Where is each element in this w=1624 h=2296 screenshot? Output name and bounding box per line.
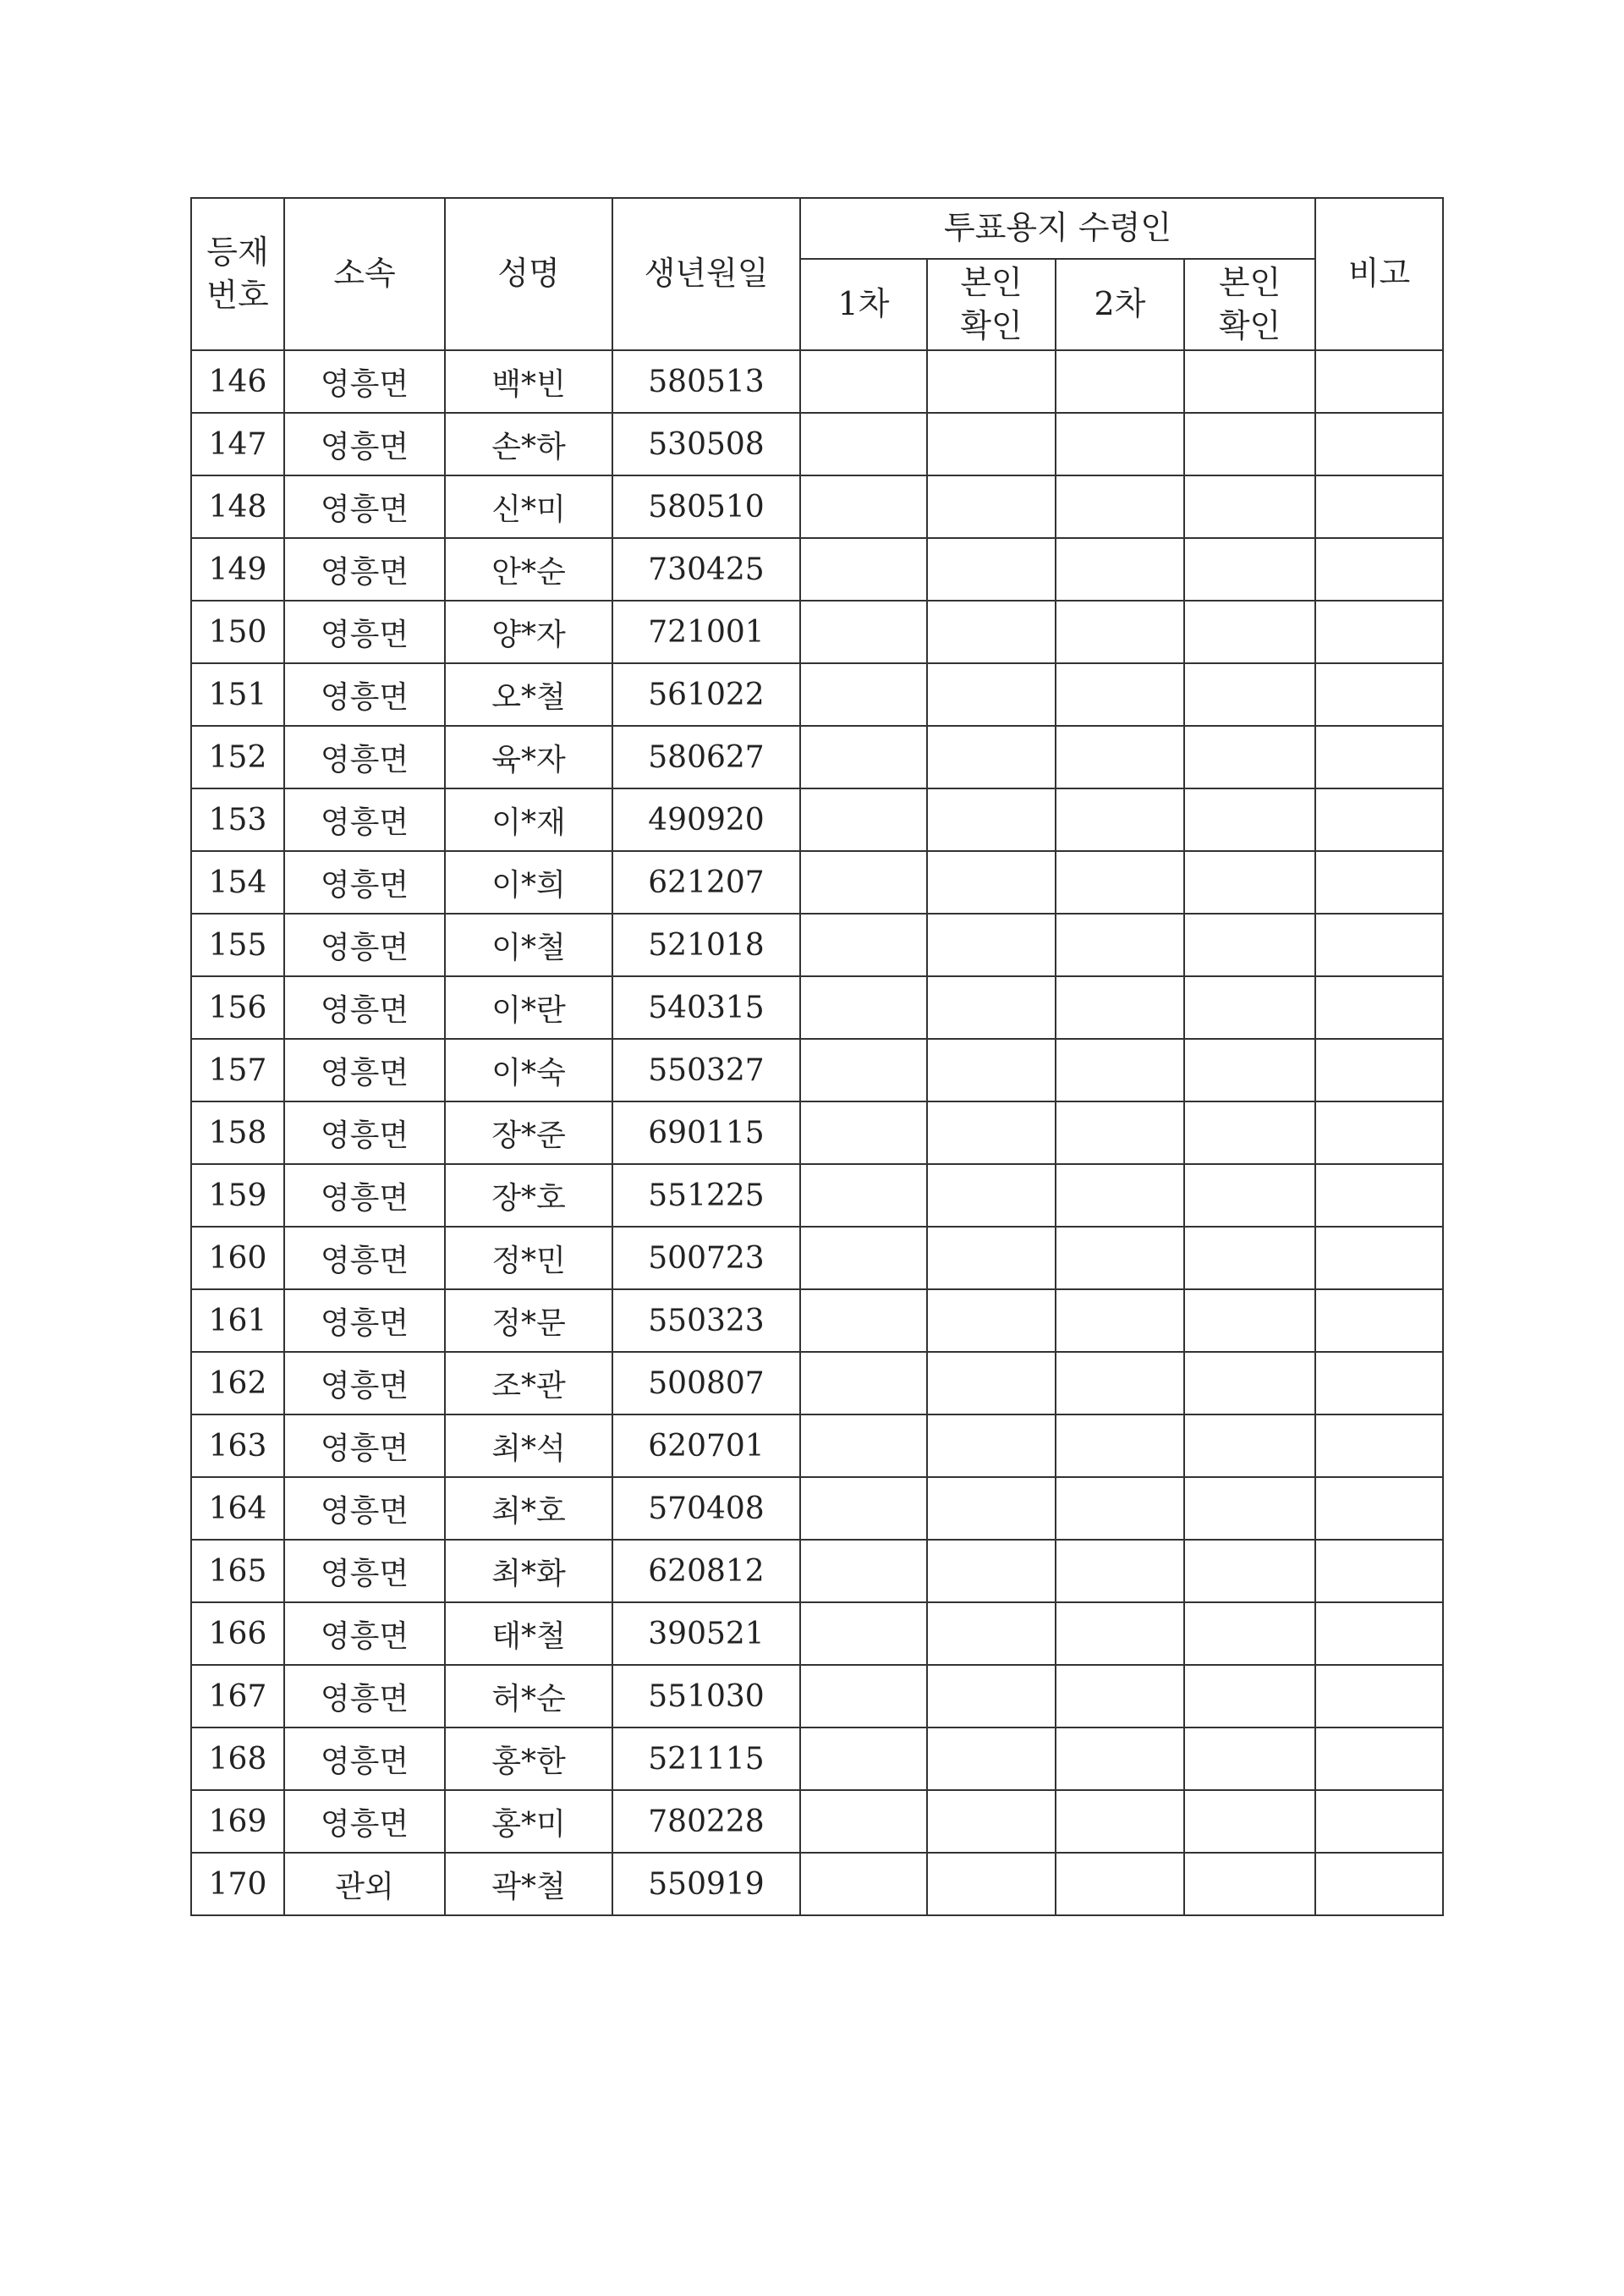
cell-first xyxy=(800,1602,927,1665)
cell-id-check-2 xyxy=(1184,1853,1315,1915)
table-row xyxy=(191,601,1443,663)
cell-affiliation: 영흥면 xyxy=(284,914,445,976)
cell-id-check-1 xyxy=(927,663,1056,726)
cell-id-check-1 xyxy=(927,1790,1056,1853)
cell-first xyxy=(800,976,927,1039)
cell-id-check-1 xyxy=(927,1352,1056,1414)
cell-name: 최*화 xyxy=(445,1540,612,1602)
header-second: 2차 xyxy=(1056,259,1184,350)
cell-reg-no: 164 xyxy=(191,1477,284,1540)
cell-birth-date: 550323 xyxy=(612,1289,800,1352)
cell-remarks xyxy=(1315,1665,1443,1727)
cell-reg-no: 169 xyxy=(191,1790,284,1853)
cell-second xyxy=(1056,1665,1184,1727)
cell-id-check-2 xyxy=(1184,538,1315,601)
cell-second xyxy=(1056,1414,1184,1477)
cell-affiliation: 영흥면 xyxy=(284,1164,445,1227)
table-row xyxy=(191,1352,1443,1414)
cell-reg-no: 148 xyxy=(191,475,284,538)
cell-reg-no: 161 xyxy=(191,1289,284,1352)
cell-affiliation: 영흥면 xyxy=(284,1352,445,1414)
voter-register-table xyxy=(190,197,1444,1916)
cell-reg-no: 165 xyxy=(191,1540,284,1602)
cell-affiliation: 영흥면 xyxy=(284,350,445,413)
cell-remarks xyxy=(1315,1477,1443,1540)
header-remarks: 비고 xyxy=(1315,198,1443,350)
cell-id-check-1 xyxy=(927,475,1056,538)
table-body xyxy=(191,350,1443,1915)
table-row xyxy=(191,1164,1443,1227)
cell-id-check-2 xyxy=(1184,350,1315,413)
cell-birth-date: 390521 xyxy=(612,1602,800,1665)
cell-remarks xyxy=(1315,1414,1443,1477)
cell-first xyxy=(800,1414,927,1477)
table-row xyxy=(191,1790,1443,1853)
cell-birth-date: 621207 xyxy=(612,851,800,914)
cell-id-check-2 xyxy=(1184,976,1315,1039)
cell-id-check-1 xyxy=(927,1414,1056,1477)
cell-id-check-2 xyxy=(1184,663,1315,726)
cell-remarks xyxy=(1315,851,1443,914)
cell-id-check-2 xyxy=(1184,1602,1315,1665)
cell-first xyxy=(800,1790,927,1853)
cell-birth-date: 521018 xyxy=(612,914,800,976)
cell-birth-date: 721001 xyxy=(612,601,800,663)
cell-second xyxy=(1056,1790,1184,1853)
cell-reg-no: 153 xyxy=(191,788,284,851)
cell-id-check-2 xyxy=(1184,1414,1315,1477)
cell-second xyxy=(1056,1853,1184,1915)
cell-affiliation: 영흥면 xyxy=(284,1101,445,1164)
cell-second xyxy=(1056,851,1184,914)
cell-second xyxy=(1056,1289,1184,1352)
cell-first xyxy=(800,1853,927,1915)
cell-name: 태*철 xyxy=(445,1602,612,1665)
cell-first xyxy=(800,726,927,788)
cell-birth-date: 580627 xyxy=(612,726,800,788)
cell-second xyxy=(1056,663,1184,726)
cell-reg-no: 158 xyxy=(191,1101,284,1164)
cell-reg-no: 167 xyxy=(191,1665,284,1727)
table-row xyxy=(191,1477,1443,1540)
cell-reg-no: 157 xyxy=(191,1039,284,1101)
cell-affiliation: 영흥면 xyxy=(284,1477,445,1540)
cell-remarks xyxy=(1315,1164,1443,1227)
cell-affiliation: 영흥면 xyxy=(284,1602,445,1665)
cell-id-check-1 xyxy=(927,1164,1056,1227)
header-name: 성명 xyxy=(445,198,612,350)
cell-reg-no: 162 xyxy=(191,1352,284,1414)
cell-first xyxy=(800,1164,927,1227)
table-row xyxy=(191,851,1443,914)
cell-name: 손*하 xyxy=(445,413,612,475)
header-affiliation: 소속 xyxy=(284,198,445,350)
cell-birth-date: 550919 xyxy=(612,1853,800,1915)
cell-affiliation: 영흥면 xyxy=(284,1414,445,1477)
cell-affiliation: 영흥면 xyxy=(284,413,445,475)
table-row xyxy=(191,1665,1443,1727)
cell-reg-no: 147 xyxy=(191,413,284,475)
cell-id-check-2 xyxy=(1184,1352,1315,1414)
cell-id-check-2 xyxy=(1184,1227,1315,1289)
cell-affiliation: 영흥면 xyxy=(284,851,445,914)
table-row xyxy=(191,1414,1443,1477)
cell-reg-no: 170 xyxy=(191,1853,284,1915)
cell-affiliation: 영흥면 xyxy=(284,601,445,663)
cell-birth-date: 500723 xyxy=(612,1227,800,1289)
cell-affiliation: 영흥면 xyxy=(284,788,445,851)
cell-remarks xyxy=(1315,1101,1443,1164)
cell-id-check-2 xyxy=(1184,1665,1315,1727)
table-row xyxy=(191,914,1443,976)
cell-affiliation: 영흥면 xyxy=(284,1665,445,1727)
cell-second xyxy=(1056,726,1184,788)
cell-id-check-1 xyxy=(927,914,1056,976)
cell-affiliation: 영흥면 xyxy=(284,726,445,788)
cell-second xyxy=(1056,601,1184,663)
table-row xyxy=(191,1289,1443,1352)
cell-remarks xyxy=(1315,1727,1443,1790)
cell-name: 홍*미 xyxy=(445,1790,612,1853)
cell-id-check-2 xyxy=(1184,475,1315,538)
cell-birth-date: 490920 xyxy=(612,788,800,851)
cell-remarks xyxy=(1315,1289,1443,1352)
cell-reg-no: 154 xyxy=(191,851,284,914)
cell-name: 정*문 xyxy=(445,1289,612,1352)
cell-id-check-1 xyxy=(927,726,1056,788)
cell-id-check-1 xyxy=(927,601,1056,663)
cell-reg-no: 155 xyxy=(191,914,284,976)
cell-name: 이*희 xyxy=(445,851,612,914)
cell-remarks xyxy=(1315,1853,1443,1915)
cell-first xyxy=(800,1101,927,1164)
header-ballot-receipt: 투표용지 수령인 xyxy=(800,198,1315,259)
cell-remarks xyxy=(1315,350,1443,413)
cell-birth-date: 530508 xyxy=(612,413,800,475)
cell-second xyxy=(1056,1101,1184,1164)
cell-first xyxy=(800,914,927,976)
cell-id-check-1 xyxy=(927,1289,1056,1352)
cell-affiliation: 영흥면 xyxy=(284,663,445,726)
table-row xyxy=(191,726,1443,788)
cell-second xyxy=(1056,1352,1184,1414)
cell-affiliation: 영흥면 xyxy=(284,538,445,601)
cell-affiliation: 영흥면 xyxy=(284,1540,445,1602)
cell-reg-no: 150 xyxy=(191,601,284,663)
cell-birth-date: 780228 xyxy=(612,1790,800,1853)
cell-reg-no: 166 xyxy=(191,1602,284,1665)
cell-first xyxy=(800,350,927,413)
cell-id-check-1 xyxy=(927,788,1056,851)
cell-name: 홍*한 xyxy=(445,1727,612,1790)
cell-id-check-2 xyxy=(1184,1727,1315,1790)
cell-name: 신*미 xyxy=(445,475,612,538)
cell-affiliation: 영흥면 xyxy=(284,1289,445,1352)
cell-birth-date: 540315 xyxy=(612,976,800,1039)
header-first: 1차 xyxy=(800,259,927,350)
cell-id-check-1 xyxy=(927,1227,1056,1289)
cell-name: 이*란 xyxy=(445,976,612,1039)
cell-reg-no: 151 xyxy=(191,663,284,726)
cell-first xyxy=(800,1352,927,1414)
cell-birth-date: 551030 xyxy=(612,1665,800,1727)
cell-second xyxy=(1056,350,1184,413)
table-row xyxy=(191,1540,1443,1602)
cell-id-check-1 xyxy=(927,1727,1056,1790)
cell-name: 허*순 xyxy=(445,1665,612,1727)
table-row xyxy=(191,538,1443,601)
cell-id-check-1 xyxy=(927,350,1056,413)
table-row xyxy=(191,350,1443,413)
cell-second xyxy=(1056,1602,1184,1665)
cell-second xyxy=(1056,788,1184,851)
cell-remarks xyxy=(1315,1790,1443,1853)
cell-first xyxy=(800,1289,927,1352)
cell-reg-no: 160 xyxy=(191,1227,284,1289)
cell-name: 최*호 xyxy=(445,1477,612,1540)
cell-birth-date: 500807 xyxy=(612,1352,800,1414)
cell-name: 이*숙 xyxy=(445,1039,612,1101)
cell-affiliation: 관외 xyxy=(284,1853,445,1915)
cell-first xyxy=(800,413,927,475)
cell-remarks xyxy=(1315,914,1443,976)
cell-reg-no: 146 xyxy=(191,350,284,413)
cell-second xyxy=(1056,1039,1184,1101)
cell-remarks xyxy=(1315,538,1443,601)
cell-id-check-2 xyxy=(1184,1540,1315,1602)
cell-name: 이*재 xyxy=(445,788,612,851)
cell-remarks xyxy=(1315,1540,1443,1602)
cell-id-check-1 xyxy=(927,1665,1056,1727)
cell-name: 양*자 xyxy=(445,601,612,663)
cell-first xyxy=(800,663,927,726)
cell-name: 백*빈 xyxy=(445,350,612,413)
cell-id-check-2 xyxy=(1184,413,1315,475)
cell-id-check-2 xyxy=(1184,1101,1315,1164)
table-row xyxy=(191,1101,1443,1164)
cell-name: 조*관 xyxy=(445,1352,612,1414)
cell-id-check-2 xyxy=(1184,788,1315,851)
cell-name: 안*순 xyxy=(445,538,612,601)
table-row xyxy=(191,475,1443,538)
cell-reg-no: 168 xyxy=(191,1727,284,1790)
cell-first xyxy=(800,1039,927,1101)
cell-reg-no: 159 xyxy=(191,1164,284,1227)
cell-id-check-1 xyxy=(927,1477,1056,1540)
cell-id-check-2 xyxy=(1184,1164,1315,1227)
cell-birth-date: 580510 xyxy=(612,475,800,538)
table-row xyxy=(191,1602,1443,1665)
cell-id-check-1 xyxy=(927,1039,1056,1101)
cell-id-check-1 xyxy=(927,976,1056,1039)
cell-id-check-1 xyxy=(927,538,1056,601)
cell-first xyxy=(800,601,927,663)
table-row xyxy=(191,1853,1443,1915)
cell-name: 육*자 xyxy=(445,726,612,788)
cell-remarks xyxy=(1315,788,1443,851)
table-row xyxy=(191,1727,1443,1790)
cell-first xyxy=(800,1227,927,1289)
cell-birth-date: 730425 xyxy=(612,538,800,601)
cell-reg-no: 163 xyxy=(191,1414,284,1477)
cell-first xyxy=(800,1665,927,1727)
cell-affiliation: 영흥면 xyxy=(284,1727,445,1790)
cell-remarks xyxy=(1315,1602,1443,1665)
cell-affiliation: 영흥면 xyxy=(284,1790,445,1853)
cell-birth-date: 521115 xyxy=(612,1727,800,1790)
cell-name: 오*철 xyxy=(445,663,612,726)
cell-id-check-2 xyxy=(1184,1477,1315,1540)
cell-second xyxy=(1056,976,1184,1039)
cell-id-check-1 xyxy=(927,1602,1056,1665)
cell-second xyxy=(1056,1727,1184,1790)
cell-name: 정*민 xyxy=(445,1227,612,1289)
cell-reg-no: 156 xyxy=(191,976,284,1039)
cell-affiliation: 영흥면 xyxy=(284,1227,445,1289)
cell-remarks xyxy=(1315,1352,1443,1414)
cell-affiliation: 영흥면 xyxy=(284,475,445,538)
table-row xyxy=(191,976,1443,1039)
cell-id-check-2 xyxy=(1184,1039,1315,1101)
cell-id-check-1 xyxy=(927,851,1056,914)
cell-id-check-2 xyxy=(1184,1289,1315,1352)
cell-id-check-1 xyxy=(927,1101,1056,1164)
cell-birth-date: 620701 xyxy=(612,1414,800,1477)
cell-id-check-2 xyxy=(1184,1790,1315,1853)
cell-birth-date: 570408 xyxy=(612,1477,800,1540)
cell-second xyxy=(1056,475,1184,538)
cell-second xyxy=(1056,1477,1184,1540)
cell-first xyxy=(800,851,927,914)
cell-remarks xyxy=(1315,726,1443,788)
cell-second xyxy=(1056,538,1184,601)
cell-remarks xyxy=(1315,976,1443,1039)
table-row xyxy=(191,663,1443,726)
cell-birth-date: 620812 xyxy=(612,1540,800,1602)
table-row xyxy=(191,1227,1443,1289)
header-id-check-2: 본인 확인 xyxy=(1184,259,1315,350)
cell-remarks xyxy=(1315,1227,1443,1289)
cell-id-check-1 xyxy=(927,1540,1056,1602)
cell-id-check-1 xyxy=(927,1853,1056,1915)
cell-reg-no: 152 xyxy=(191,726,284,788)
cell-first xyxy=(800,1727,927,1790)
cell-second xyxy=(1056,1164,1184,1227)
cell-affiliation: 영흥면 xyxy=(284,1039,445,1101)
cell-remarks xyxy=(1315,663,1443,726)
cell-name: 이*철 xyxy=(445,914,612,976)
cell-second xyxy=(1056,1227,1184,1289)
cell-birth-date: 551225 xyxy=(612,1164,800,1227)
cell-first xyxy=(800,475,927,538)
cell-remarks xyxy=(1315,413,1443,475)
cell-birth-date: 561022 xyxy=(612,663,800,726)
cell-first xyxy=(800,538,927,601)
cell-remarks xyxy=(1315,601,1443,663)
cell-first xyxy=(800,788,927,851)
table-row xyxy=(191,1039,1443,1101)
cell-id-check-2 xyxy=(1184,851,1315,914)
cell-birth-date: 550327 xyxy=(612,1039,800,1101)
table-row xyxy=(191,788,1443,851)
cell-second xyxy=(1056,1540,1184,1602)
cell-second xyxy=(1056,914,1184,976)
cell-first xyxy=(800,1477,927,1540)
cell-id-check-2 xyxy=(1184,601,1315,663)
cell-birth-date: 690115 xyxy=(612,1101,800,1164)
table-row xyxy=(191,413,1443,475)
header-birth-date: 생년원일 xyxy=(612,198,800,350)
cell-id-check-2 xyxy=(1184,726,1315,788)
cell-name: 장*호 xyxy=(445,1164,612,1227)
cell-affiliation: 영흥면 xyxy=(284,976,445,1039)
cell-second xyxy=(1056,413,1184,475)
header-id-check-1: 본인 확인 xyxy=(927,259,1056,350)
cell-id-check-1 xyxy=(927,413,1056,475)
cell-remarks xyxy=(1315,1039,1443,1101)
cell-first xyxy=(800,1540,927,1602)
header-reg-no: 등재 번호 xyxy=(191,198,284,350)
cell-reg-no: 149 xyxy=(191,538,284,601)
cell-name: 장*준 xyxy=(445,1101,612,1164)
cell-remarks xyxy=(1315,475,1443,538)
cell-name: 최*석 xyxy=(445,1414,612,1477)
cell-birth-date: 580513 xyxy=(612,350,800,413)
cell-id-check-2 xyxy=(1184,914,1315,976)
cell-name: 곽*철 xyxy=(445,1853,612,1915)
